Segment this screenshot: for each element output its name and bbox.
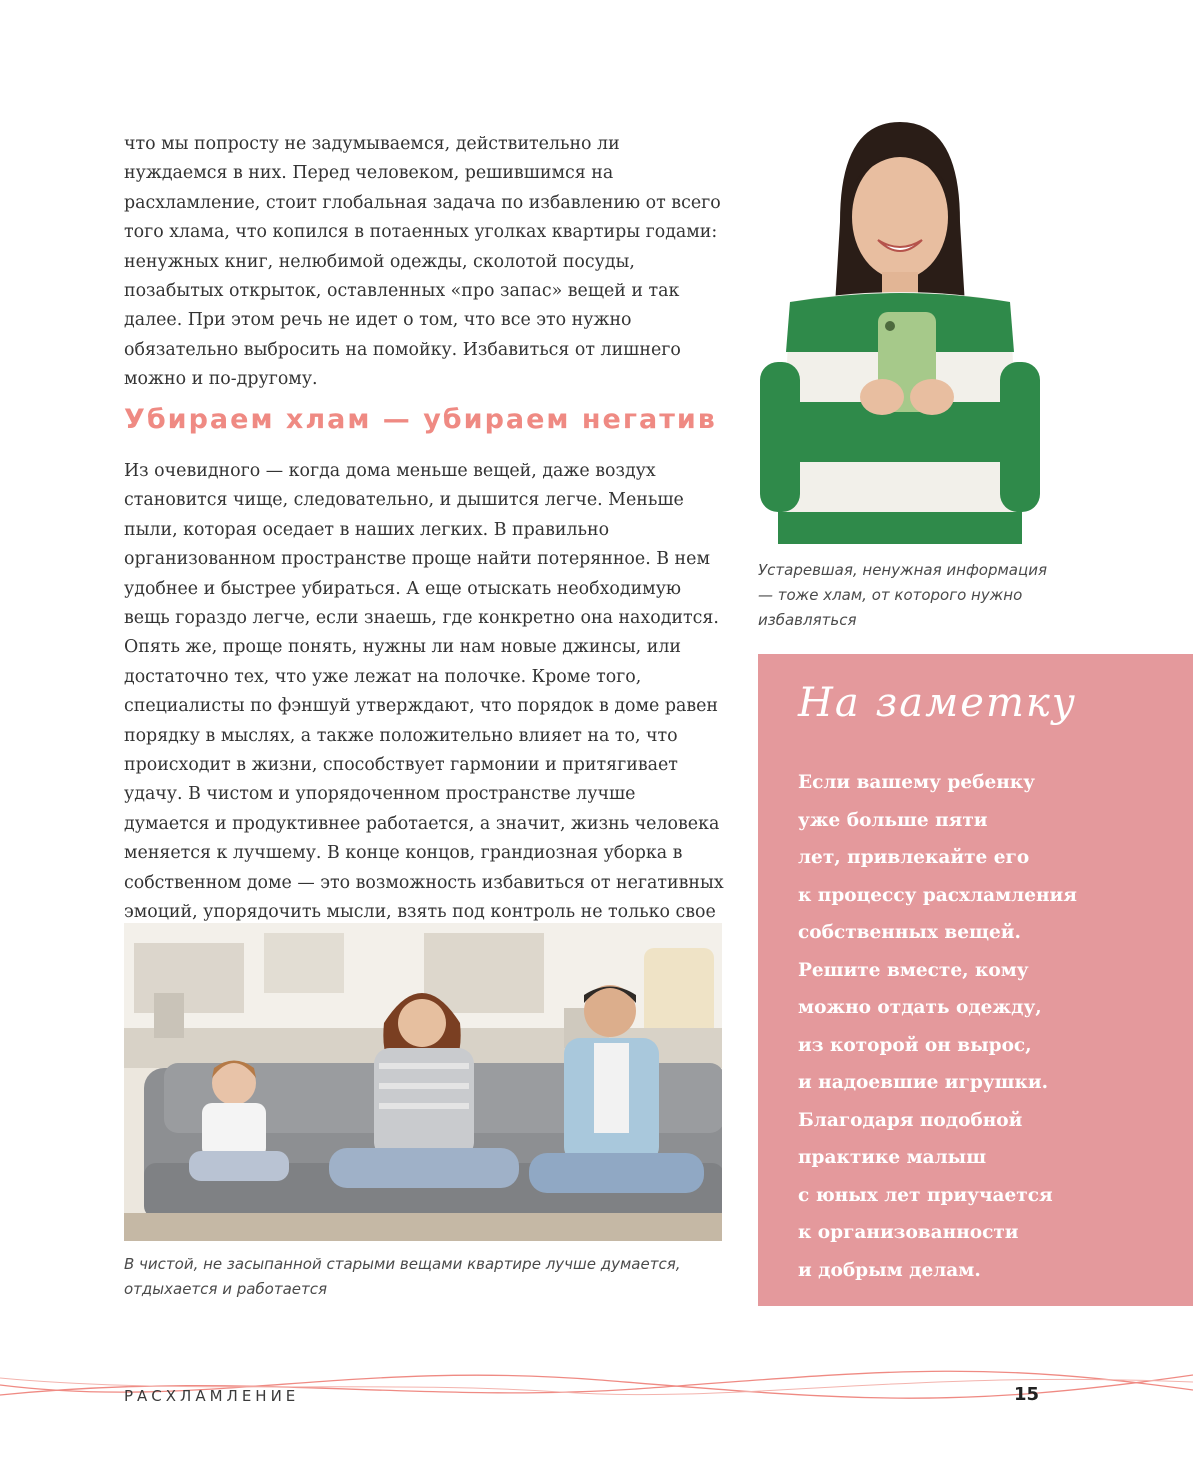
note-line: и надоевшие игрушки. bbox=[798, 1072, 1049, 1093]
note-line: из которой он вырос, bbox=[798, 1034, 1032, 1056]
note-line: к процессу расхламления bbox=[798, 884, 1077, 906]
note-line: лет, привлекайте его bbox=[798, 847, 1030, 868]
family-photo bbox=[124, 923, 722, 1241]
note-line: Благодаря подобной bbox=[798, 1109, 1023, 1131]
woman-photo-caption: Устаревшая, ненужная информация — тоже хлам, от которого нужно избавляться bbox=[758, 561, 1047, 629]
woman-photo bbox=[760, 112, 1040, 544]
note-line: к организованности bbox=[798, 1222, 1019, 1243]
family-photo-illustration bbox=[124, 923, 722, 1241]
note-line: Решите вместе, кому bbox=[798, 959, 1029, 981]
note-title: На заметку bbox=[798, 680, 1077, 726]
note-line: практике малыш bbox=[798, 1147, 987, 1168]
intro-block bbox=[124, 130, 724, 395]
note-line: Если вашему ребенку bbox=[798, 772, 1035, 793]
note-line: и добрым делам. bbox=[798, 1259, 981, 1281]
section-body bbox=[124, 457, 724, 957]
section-paragraph: Из очевидного — когда дома меньше вещей, даже воздух становится чище, следовательно, и дышится легче. Меньше пыли, которая оседает в наших легких. В правильно организованном пространстве проще найти потерянное. В нем удобнее и быстрее убираться. А еще отыскать необходимую вещь гораздо легче, если знаешь, где конкретно она находится. Опять же, проще понять, нужны ли нам новые джинсы, или достаточно тех, что уже лежат на полочке. Кроме того, специалисты по фэншуй утверждают, что порядок в доме равен порядку в мыслях, а также положительно влияет на то, что происходит в жизни, способствует гармонии и притягивает удачу. В чистом и упорядоченном пространстве лучше думается и продуктивнее работается, а значит, жизнь человека меняется к лучшему. В конце концов, грандиозная уборка в собственном доме — это возможность избавиться от негативных эмоций, упорядочить мысли, взять под контроль не только свое bbox=[124, 461, 724, 923]
note-box bbox=[758, 654, 1193, 1306]
note-line: уже больше пяти bbox=[798, 809, 988, 831]
note-line: собственных вещей. bbox=[798, 922, 1021, 943]
note-text bbox=[798, 764, 1078, 1289]
footer-section-label: РАСХЛАМЛЕНИЕ bbox=[124, 1387, 300, 1405]
note-line: можно отдать одежду, bbox=[798, 997, 1042, 1018]
page-number: 15 bbox=[1014, 1384, 1040, 1405]
intro-paragraph: что мы попросту не задумываемся, действительно ли нуждаемся в них. Перед человеком, решившимся на расхламление, стоит глобальная задача по избавлению от всего того хлама, что копился в потаенных уголках квартиры годами: ненужных книг, нелюбимой одежды, сколотой посуды, позабытых открыток, оставленных «про запас» вещей и так далее. При этом речь не идет о том, что все это нужно обязательно выбросить на помойку. Избавиться от лишнего можно и по-другому. bbox=[124, 134, 721, 390]
note-line: с юных лет приучается bbox=[798, 1184, 1053, 1206]
family-photo-caption: В чистой, не засыпанной старыми вещами квартире лучше думается, отдыхается и работается bbox=[124, 1255, 681, 1298]
woman-photo-illustration bbox=[760, 112, 1040, 544]
section-heading: Убираем хлам — убираем негатив bbox=[124, 404, 717, 435]
